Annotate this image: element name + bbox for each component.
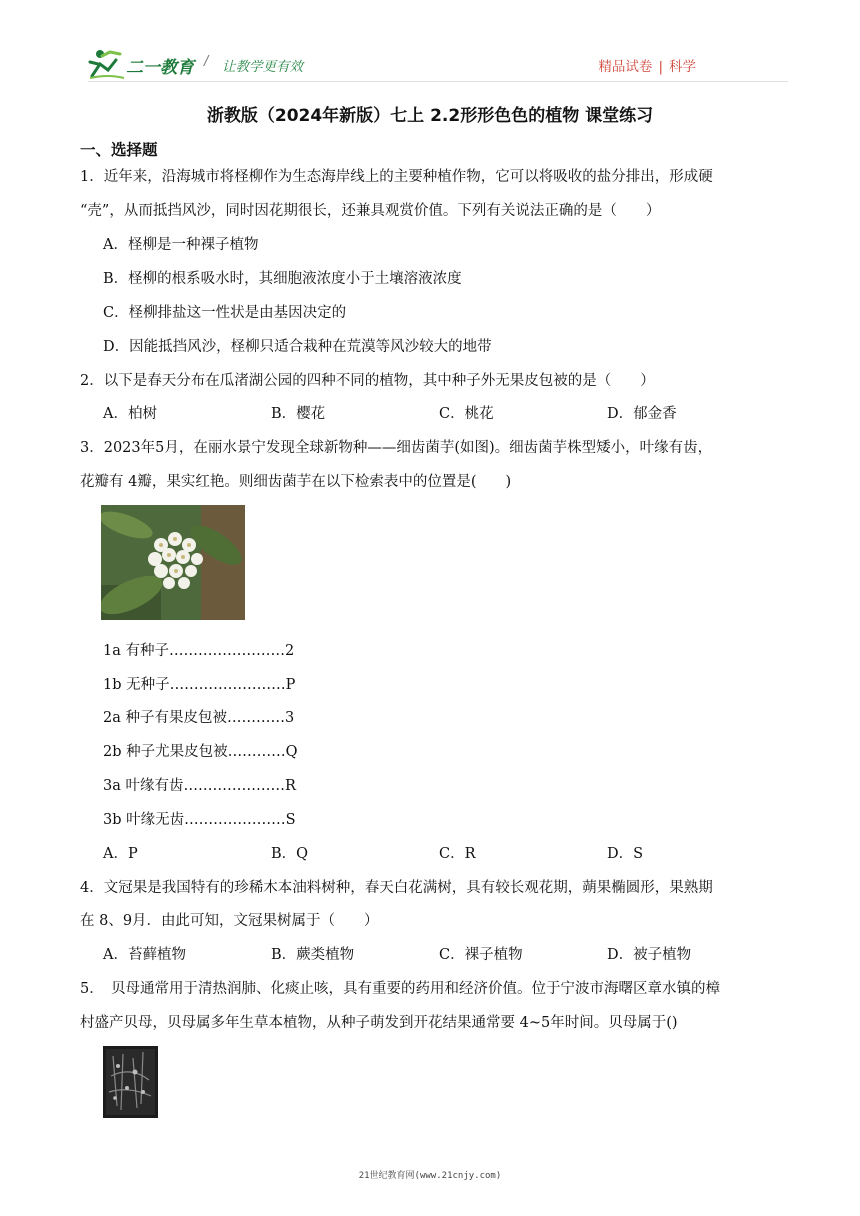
fritillary-photo [103, 1046, 158, 1118]
question-1-option-b: B．柽柳的根系吸水时，其细胞液浓度小于土壤溶液浓度 [103, 271, 462, 287]
question-1-option-c: C．柽柳排盐这一性状是由基因决定的 [103, 305, 347, 321]
question-5-text-cont: 村盛产贝母，贝母属多年生草本植物，从种子萌发到开花结果通常要 4~5年时间。贝母属于() [80, 1015, 678, 1031]
key-row-6: 3b 叶缘无齿…………………S [103, 812, 296, 828]
question-5-text: 5． 贝母通常用于清热润肺、化痰止咳，具有重要的药用和经济价值。位于宁波市海曙区章水镇的樟 [80, 981, 720, 997]
slogan-divider: / [204, 54, 209, 69]
question-2-option-a: A．柏树 [103, 406, 157, 422]
question-4-option-a: A．苔藓植物 [103, 947, 186, 963]
header-separator: | [658, 59, 663, 75]
header-tags [598, 55, 696, 75]
key-row-1: 1a 有种子……………………2 [103, 643, 295, 659]
key-row-5: 3a 叶缘有齿…………………R [103, 778, 296, 794]
question-3-option-d: D．S [607, 846, 644, 862]
question-3-option-c: C．R [439, 846, 476, 862]
question-1-option-d: D．因能抵挡风沙，柽柳只适合栽种在荒漠等风沙较大的地带 [103, 339, 492, 355]
question-3-text-cont: 花瓣有 4瓣，果实红艳。则细齿菌芋在以下检索表中的位置是( ) [80, 474, 512, 490]
key-row-2: 1b 无种子……………………P [103, 677, 296, 693]
question-3-text: 3．2023年5月，在丽水景宁发现全球新物种——细齿菌芋(如图)。细齿菌芋株型矮小，叶缘有齿， [80, 440, 713, 456]
question-4-option-c: C．裸子植物 [439, 947, 523, 963]
header-tag-subject: 科学 [669, 59, 696, 75]
question-3-option-b: B．Q [271, 846, 309, 862]
question-4-option-b: B．蕨类植物 [271, 947, 355, 963]
question-4-text: 4．文冠果是我国特有的珍稀木本油料树种，春天白花满树，具有较长观花期，蒴果椭圆形，果熟期 [80, 880, 713, 896]
question-4-option-d: D．被子植物 [607, 947, 692, 963]
question-1-option-a: A．柽柳是一种裸子植物 [103, 237, 259, 253]
question-1-text-cont: “壳”，从而抵挡风沙，同时因花期很长，还兼具观赏价值。下列有关说法正确的是（ ） [80, 203, 661, 219]
document-title: 浙教版（2024年新版）七上 2.2形形色色的植物 课堂练习 [206, 106, 654, 126]
question-2-option-d: D．郁金香 [607, 406, 677, 422]
logo-text: 二一教育 [126, 58, 194, 78]
question-1-text: 1．近年来，沿海城市将柽柳作为生态海岸线上的主要种植作物，它可以将吸收的盐分排出，形成硬 [80, 169, 713, 185]
question-2-text: 2．以下是春天分布在瓜渚湖公园的四种不同的植物，其中种子外无果皮包被的是（ ） [80, 373, 655, 389]
question-2-option-b: B．樱花 [271, 406, 326, 422]
flower-photo [101, 505, 245, 620]
section-heading: 一、选择题 [80, 141, 158, 159]
footer-text: 21世纪教育网(www.21cnjy.com) [358, 1171, 502, 1181]
key-row-4: 2b 种子尤果皮包被…………Q [103, 744, 298, 760]
page-header [0, 0, 860, 90]
header-tag-quality: 精品试卷 [598, 59, 653, 75]
question-3-option-a: A．P [103, 846, 138, 862]
question-4-text-cont: 在 8、9月．由此可知，文冠果树属于（ ） [80, 913, 379, 929]
question-2-option-c: C．桃花 [439, 406, 494, 422]
slogan: 让教学更有效 [222, 59, 303, 75]
key-row-3: 2a 种子有果皮包被…………3 [103, 710, 295, 726]
header-divider [88, 81, 788, 82]
